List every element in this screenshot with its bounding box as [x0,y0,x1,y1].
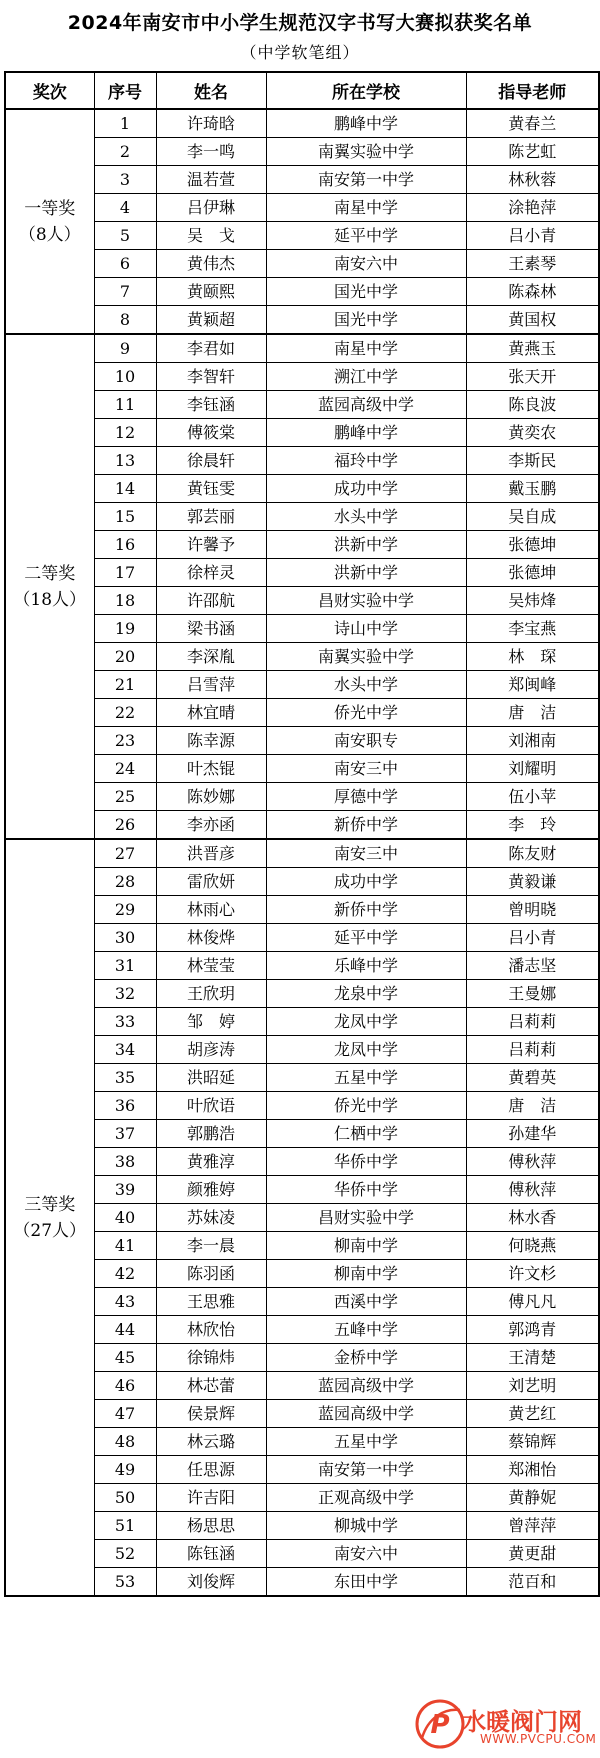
table-row [5,194,599,222]
serial-number-cell: 52 [94,1540,156,1568]
school-cell: 洪新中学 [266,531,466,559]
school-cell: 南翼实验中学 [266,138,466,166]
table-row [5,587,599,615]
school-cell: 成功中学 [266,868,466,896]
student-name-cell: 林俊烨 [156,924,266,952]
serial-number-cell: 36 [94,1092,156,1120]
table-row [5,475,599,503]
instructor-cell: 伍小苹 [466,783,599,811]
school-cell: 龙凤中学 [266,1008,466,1036]
instructor-cell: 张天开 [466,363,599,391]
award-level-cell [5,334,94,839]
student-name-cell: 黄雅淳 [156,1148,266,1176]
serial-number-cell: 34 [94,1036,156,1064]
school-cell: 水头中学 [266,503,466,531]
table-row [5,615,599,643]
site-watermark [414,1698,597,1750]
table-row [5,952,599,980]
instructor-cell: 陈艺虹 [466,138,599,166]
document-title: 2024年南安市中小学生规范汉字书写大赛拟获奖名单 [67,12,533,34]
serial-number-cell: 26 [94,811,156,840]
school-cell: 柳南中学 [266,1260,466,1288]
serial-number-cell: 44 [94,1316,156,1344]
watermark-site-url: WWW.PVCPU.COM [480,1732,597,1746]
serial-number-cell: 22 [94,699,156,727]
table-row [5,1092,599,1120]
instructor-cell: 黄春兰 [466,109,599,138]
school-cell: 南星中学 [266,194,466,222]
serial-number-cell: 51 [94,1512,156,1540]
school-cell: 侨光中学 [266,1092,466,1120]
instructor-cell: 曾明晓 [466,896,599,924]
serial-number-cell: 7 [94,278,156,306]
instructor-cell: 李宝燕 [466,615,599,643]
award-level-name: 二等奖 [24,563,76,584]
serial-number-cell: 42 [94,1260,156,1288]
serial-number-cell: 49 [94,1456,156,1484]
instructor-cell: 吕莉莉 [466,1036,599,1064]
school-cell: 五峰中学 [266,1316,466,1344]
serial-number-cell: 28 [94,868,156,896]
student-name-cell: 陈妙娜 [156,783,266,811]
instructor-cell: 何晓燕 [466,1232,599,1260]
instructor-cell: 黄更甜 [466,1540,599,1568]
serial-number-cell: 4 [94,194,156,222]
student-name-cell: 徐锦炜 [156,1344,266,1372]
award-list-table [4,71,600,1597]
instructor-cell: 陈友财 [466,839,599,868]
table-row [5,1428,599,1456]
instructor-cell: 林秋蓉 [466,166,599,194]
table-row [5,559,599,587]
table-row [5,1008,599,1036]
serial-number-cell: 46 [94,1372,156,1400]
student-name-cell: 温若萱 [156,166,266,194]
school-cell: 蓝园高级中学 [266,391,466,419]
student-name-cell: 李君如 [156,334,266,363]
table-row [5,1372,599,1400]
header-instructor: 指导老师 [466,72,599,109]
serial-number-cell: 35 [94,1064,156,1092]
student-name-cell: 陈钰涵 [156,1540,266,1568]
serial-number-cell: 39 [94,1176,156,1204]
serial-number-cell: 10 [94,363,156,391]
svg-text:P: P [430,1710,450,1740]
school-cell: 乐峰中学 [266,952,466,980]
serial-number-cell: 3 [94,166,156,194]
student-name-cell: 叶杰锟 [156,755,266,783]
table-row [5,1148,599,1176]
student-name-cell: 王思雅 [156,1288,266,1316]
student-name-cell: 洪晋彦 [156,839,266,868]
serial-number-cell: 12 [94,419,156,447]
instructor-cell: 张德坤 [466,559,599,587]
school-cell: 洪新中学 [266,559,466,587]
school-cell: 延平中学 [266,924,466,952]
student-name-cell: 杨思思 [156,1512,266,1540]
award-level-count: （18人） [13,589,87,610]
student-name-cell: 任思源 [156,1456,266,1484]
student-name-cell: 黄颖超 [156,306,266,335]
student-name-cell: 傅筱棠 [156,419,266,447]
award-level-name: 三等奖 [24,1194,76,1215]
student-name-cell: 陈幸源 [156,727,266,755]
instructor-cell: 吴自成 [466,503,599,531]
table-row [5,868,599,896]
table-row [5,222,599,250]
instructor-cell: 黄国权 [466,306,599,335]
serial-number-cell: 6 [94,250,156,278]
instructor-cell: 黄燕玉 [466,334,599,363]
school-cell: 鹏峰中学 [266,109,466,138]
student-name-cell: 胡彦涛 [156,1036,266,1064]
table-row [5,896,599,924]
school-cell: 新侨中学 [266,896,466,924]
instructor-cell: 郑湘怡 [466,1456,599,1484]
table-row [5,1512,599,1540]
table-row [5,278,599,306]
table-row [5,727,599,755]
serial-number-cell: 8 [94,306,156,335]
school-cell: 五星中学 [266,1428,466,1456]
instructor-cell: 吕莉莉 [466,1008,599,1036]
table-row [5,1316,599,1344]
serial-number-cell: 40 [94,1204,156,1232]
table-row [5,138,599,166]
table-row [5,1260,599,1288]
table-row [5,306,599,335]
table-row [5,166,599,194]
serial-number-cell: 32 [94,980,156,1008]
table-row [5,699,599,727]
school-cell: 水头中学 [266,671,466,699]
instructor-cell: 黄静妮 [466,1484,599,1512]
serial-number-cell: 18 [94,587,156,615]
table-row [5,1176,599,1204]
school-cell: 南安第一中学 [266,1456,466,1484]
award-level-count: （27人） [13,1220,87,1241]
school-cell: 昌财实验中学 [266,1204,466,1232]
student-name-cell: 吴 戈 [156,222,266,250]
serial-number-cell: 2 [94,138,156,166]
school-cell: 成功中学 [266,475,466,503]
school-cell: 诗山中学 [266,615,466,643]
serial-number-cell: 53 [94,1568,156,1597]
instructor-cell: 唐 洁 [466,699,599,727]
table-row [5,1036,599,1064]
table-row [5,783,599,811]
award-level-count: （8人） [18,224,81,245]
student-name-cell: 王欣玥 [156,980,266,1008]
school-cell: 仁栖中学 [266,1120,466,1148]
table-row [5,839,599,868]
serial-number-cell: 19 [94,615,156,643]
school-cell: 南安三中 [266,755,466,783]
instructor-cell: 王曼娜 [466,980,599,1008]
student-name-cell: 黄钰雯 [156,475,266,503]
instructor-cell: 王清楚 [466,1344,599,1372]
header-school: 所在学校 [266,72,466,109]
school-cell: 福玲中学 [266,447,466,475]
student-name-cell: 黄伟杰 [156,250,266,278]
table-row [5,531,599,559]
table-row [5,1484,599,1512]
instructor-cell: 刘湘南 [466,727,599,755]
instructor-cell: 黄艺红 [466,1400,599,1428]
instructor-cell: 张德坤 [466,531,599,559]
student-name-cell: 邹 婷 [156,1008,266,1036]
instructor-cell: 吕小青 [466,222,599,250]
watermark-site-name: 水暖阀门网 [462,1708,582,1736]
school-cell: 南安三中 [266,839,466,868]
header-student-name: 姓名 [156,72,266,109]
school-cell: 华侨中学 [266,1148,466,1176]
student-name-cell: 林云璐 [156,1428,266,1456]
school-cell: 国光中学 [266,278,466,306]
instructor-cell: 曾萍萍 [466,1512,599,1540]
student-name-cell: 林莹莹 [156,952,266,980]
student-name-cell: 林欣怡 [156,1316,266,1344]
serial-number-cell: 47 [94,1400,156,1428]
school-cell: 厚德中学 [266,783,466,811]
student-name-cell: 林芯蕾 [156,1372,266,1400]
serial-number-cell: 33 [94,1008,156,1036]
school-cell: 南安第一中学 [266,166,466,194]
serial-number-cell: 9 [94,334,156,363]
header-serial-number: 序号 [94,72,156,109]
table-row [5,109,599,138]
table-row [5,419,599,447]
student-name-cell: 李一鸣 [156,138,266,166]
school-cell: 蓝园高级中学 [266,1400,466,1428]
student-name-cell: 李钰涵 [156,391,266,419]
serial-number-cell: 38 [94,1148,156,1176]
instructor-cell: 傅秋萍 [466,1176,599,1204]
school-cell: 金桥中学 [266,1344,466,1372]
instructor-cell: 吴炜烽 [466,587,599,615]
table-row [5,391,599,419]
instructor-cell: 许文杉 [466,1260,599,1288]
table-row [5,334,599,363]
student-name-cell: 李一晨 [156,1232,266,1260]
table-row [5,503,599,531]
student-name-cell: 黄颐熙 [156,278,266,306]
serial-number-cell: 43 [94,1288,156,1316]
student-name-cell: 李智轩 [156,363,266,391]
instructor-cell: 林水香 [466,1204,599,1232]
school-cell: 西溪中学 [266,1288,466,1316]
student-name-cell: 雷欣妍 [156,868,266,896]
instructor-cell: 涂艳萍 [466,194,599,222]
student-name-cell: 李亦函 [156,811,266,840]
school-cell: 华侨中学 [266,1176,466,1204]
table-row [5,1120,599,1148]
instructor-cell: 孙建华 [466,1120,599,1148]
student-name-cell: 李深胤 [156,643,266,671]
student-name-cell: 郭芸丽 [156,503,266,531]
school-cell: 南安六中 [266,250,466,278]
student-name-cell: 吕伊琳 [156,194,266,222]
school-cell: 南安六中 [266,1540,466,1568]
serial-number-cell: 25 [94,783,156,811]
header-award-level: 奖次 [5,72,94,109]
table-row [5,643,599,671]
pvcpu-logo-icon [414,1698,466,1750]
school-cell: 昌财实验中学 [266,587,466,615]
student-name-cell: 梁书涵 [156,615,266,643]
document-subtitle: （中学软笔组） [240,43,360,62]
school-cell: 南翼实验中学 [266,643,466,671]
student-name-cell: 徐梓灵 [156,559,266,587]
award-level-name: 一等奖 [24,198,76,219]
instructor-cell: 黄毅谦 [466,868,599,896]
serial-number-cell: 11 [94,391,156,419]
serial-number-cell: 16 [94,531,156,559]
table-row [5,1540,599,1568]
table-row [5,250,599,278]
table-row [5,1232,599,1260]
instructor-cell: 傅凡凡 [466,1288,599,1316]
student-name-cell: 郭鹏浩 [156,1120,266,1148]
student-name-cell: 许馨予 [156,531,266,559]
instructor-cell: 黄奕农 [466,419,599,447]
table-row [5,363,599,391]
instructor-cell: 李斯民 [466,447,599,475]
serial-number-cell: 31 [94,952,156,980]
instructor-cell: 刘艺明 [466,1372,599,1400]
table-row [5,924,599,952]
student-name-cell: 许邵航 [156,587,266,615]
instructor-cell: 黄碧英 [466,1064,599,1092]
instructor-cell: 潘志坚 [466,952,599,980]
table-header-row [5,72,599,109]
school-cell: 南星中学 [266,334,466,363]
student-name-cell: 陈羽函 [156,1260,266,1288]
instructor-cell: 李 玲 [466,811,599,840]
school-cell: 龙泉中学 [266,980,466,1008]
table-row [5,755,599,783]
serial-number-cell: 23 [94,727,156,755]
student-name-cell: 苏妹凌 [156,1204,266,1232]
instructor-cell: 王素琴 [466,250,599,278]
school-cell: 新侨中学 [266,811,466,840]
student-name-cell: 刘俊辉 [156,1568,266,1597]
instructor-cell: 郭鸿青 [466,1316,599,1344]
school-cell: 南安职专 [266,727,466,755]
school-cell: 正观高级中学 [266,1484,466,1512]
table-row [5,1344,599,1372]
student-name-cell: 许吉阳 [156,1484,266,1512]
serial-number-cell: 41 [94,1232,156,1260]
instructor-cell: 郑闽峰 [466,671,599,699]
award-level-cell [5,839,94,1596]
table-row [5,1568,599,1597]
school-cell: 国光中学 [266,306,466,335]
instructor-cell: 陈良波 [466,391,599,419]
serial-number-cell: 27 [94,839,156,868]
school-cell: 柳南中学 [266,1232,466,1260]
serial-number-cell: 15 [94,503,156,531]
student-name-cell: 林宜晴 [156,699,266,727]
serial-number-cell: 20 [94,643,156,671]
school-cell: 柳城中学 [266,1512,466,1540]
instructor-cell: 戴玉鹏 [466,475,599,503]
table-row [5,671,599,699]
serial-number-cell: 17 [94,559,156,587]
school-cell: 延平中学 [266,222,466,250]
serial-number-cell: 21 [94,671,156,699]
student-name-cell: 徐晨轩 [156,447,266,475]
serial-number-cell: 5 [94,222,156,250]
table-row [5,1064,599,1092]
table-row [5,811,599,840]
student-name-cell: 洪昭延 [156,1064,266,1092]
student-name-cell: 颜雅婷 [156,1176,266,1204]
instructor-cell: 刘耀明 [466,755,599,783]
table-row [5,447,599,475]
instructor-cell: 林 琛 [466,643,599,671]
student-name-cell: 许琦晗 [156,109,266,138]
instructor-cell: 陈森林 [466,278,599,306]
serial-number-cell: 45 [94,1344,156,1372]
table-body [5,109,599,1596]
table-row [5,1456,599,1484]
school-cell: 溯江中学 [266,363,466,391]
school-cell: 龙凤中学 [266,1036,466,1064]
instructor-cell: 唐 洁 [466,1092,599,1120]
serial-number-cell: 50 [94,1484,156,1512]
serial-number-cell: 30 [94,924,156,952]
table-row [5,1204,599,1232]
award-level-cell [5,109,94,334]
instructor-cell: 范百和 [466,1568,599,1597]
school-cell: 东田中学 [266,1568,466,1597]
student-name-cell: 林雨心 [156,896,266,924]
serial-number-cell: 24 [94,755,156,783]
instructor-cell: 蔡锦辉 [466,1428,599,1456]
instructor-cell: 吕小青 [466,924,599,952]
serial-number-cell: 48 [94,1428,156,1456]
school-cell: 五星中学 [266,1064,466,1092]
serial-number-cell: 14 [94,475,156,503]
table-row [5,1400,599,1428]
student-name-cell: 吕雪萍 [156,671,266,699]
school-cell: 蓝园高级中学 [266,1372,466,1400]
table-row [5,980,599,1008]
serial-number-cell: 13 [94,447,156,475]
school-cell: 侨光中学 [266,699,466,727]
serial-number-cell: 1 [94,109,156,138]
table-row [5,1288,599,1316]
serial-number-cell: 29 [94,896,156,924]
student-name-cell: 侯景辉 [156,1400,266,1428]
instructor-cell: 傅秋萍 [466,1148,599,1176]
serial-number-cell: 37 [94,1120,156,1148]
student-name-cell: 叶欣语 [156,1092,266,1120]
school-cell: 鹏峰中学 [266,419,466,447]
